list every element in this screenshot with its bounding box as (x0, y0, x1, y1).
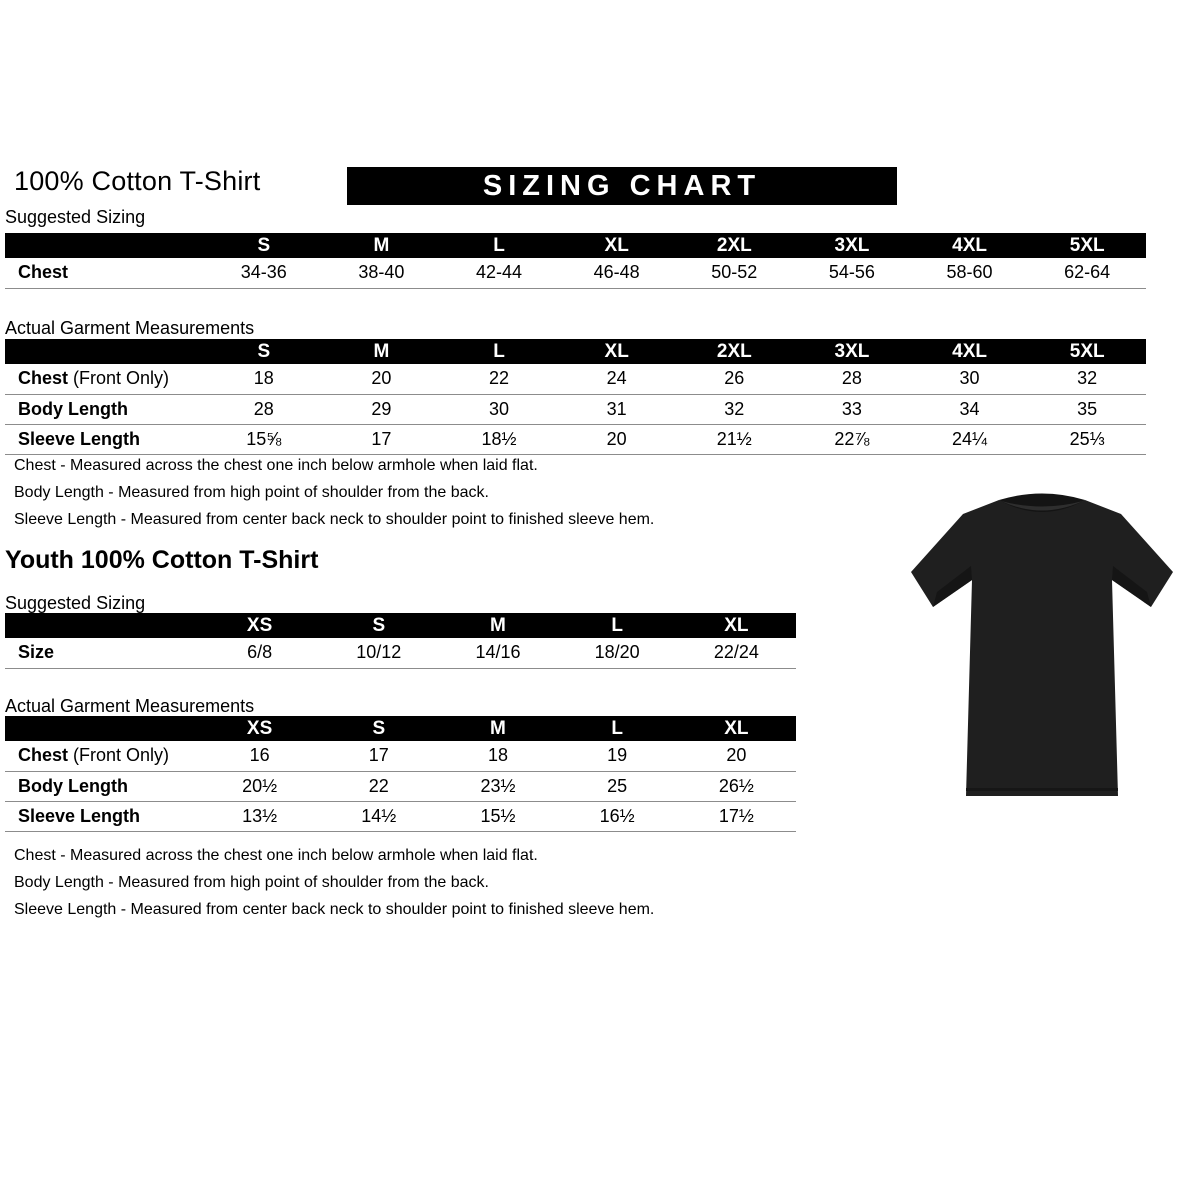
row-label (5, 741, 200, 771)
measurement-cell: 17½ (677, 801, 796, 831)
measurement-cell: 18/20 (558, 638, 677, 668)
size-column-header: S (319, 613, 438, 638)
row-label (5, 801, 200, 831)
table-corner-cell (5, 233, 205, 258)
note-body-length: Body Length - Measured from high point of shoulder from the back. (14, 484, 489, 501)
measurement-cell: 28 (205, 394, 323, 424)
size-column-header: XL (677, 716, 796, 741)
size-column-header: 3XL (793, 233, 911, 258)
size-column-header: XS (200, 613, 319, 638)
measurement-cell: 6/8 (200, 638, 319, 668)
measurement-cell: 42-44 (440, 258, 558, 288)
row-label (5, 638, 200, 668)
adult-measurement-notes (14, 452, 654, 533)
table-row (5, 741, 796, 771)
size-column-header: S (205, 339, 323, 364)
measurement-cell: 30 (440, 394, 558, 424)
measurement-cell: 24¼ (911, 424, 1029, 454)
measurement-cell: 22 (319, 771, 438, 801)
black-tshirt-image (893, 474, 1191, 819)
measurement-cell: 22⅞ (793, 424, 911, 454)
measurement-cell: 35 (1028, 394, 1146, 424)
table-corner-cell (5, 613, 200, 638)
size-column-header: L (440, 339, 558, 364)
measurement-cell: 19 (558, 741, 677, 771)
measurement-cell: 50-52 (676, 258, 794, 288)
measurement-cell: 30 (911, 364, 1029, 394)
measurement-cell: 32 (676, 394, 794, 424)
row-label-suffix: (Front Only) (68, 368, 170, 389)
adult-section-title: 100% Cotton T-Shirt (14, 166, 261, 196)
table-row (5, 258, 1146, 288)
adult-actual-heading: Actual Garment Measurements (5, 318, 255, 338)
measurement-cell: 31 (558, 394, 676, 424)
measurement-cell: 28 (793, 364, 911, 394)
row-label-text: Sleeve Length (18, 428, 141, 449)
table-row (5, 424, 1146, 454)
measurement-cell: 20 (558, 424, 676, 454)
size-column-header: S (319, 716, 438, 741)
measurement-cell: 10/12 (319, 638, 438, 668)
size-column-header: L (440, 233, 558, 258)
table-corner-cell (5, 716, 200, 741)
measurement-cell: 16 (200, 741, 319, 771)
measurement-cell: 15½ (438, 801, 557, 831)
measurement-cell: 34-36 (205, 258, 323, 288)
row-label-text: Chest (18, 745, 69, 766)
measurement-cell: 62-64 (1028, 258, 1146, 288)
measurement-cell: 20 (323, 364, 441, 394)
size-column-header: XL (558, 233, 676, 258)
size-column-header: 5XL (1028, 233, 1146, 258)
note-sleeve-length: Sleeve Length - Measured from center back neck to shoulder point to finished sleeve hem. (14, 901, 655, 918)
youth-section-title: Youth 100% Cotton T-Shirt (5, 546, 319, 574)
size-column-header: 4XL (911, 339, 1029, 364)
measurement-cell: 13½ (200, 801, 319, 831)
measurement-cell: 23½ (438, 771, 557, 801)
size-column-header: 5XL (1028, 339, 1146, 364)
measurement-cell: 22/24 (677, 638, 796, 668)
size-column-header: XS (200, 716, 319, 741)
measurement-cell: 26½ (677, 771, 796, 801)
size-column-header: 4XL (911, 233, 1029, 258)
measurement-cell: 18 (205, 364, 323, 394)
measurement-cell: 26 (676, 364, 794, 394)
row-label (5, 258, 205, 288)
row-label-text: Size (18, 642, 55, 663)
row-label (5, 394, 205, 424)
tshirt-body-shape (911, 500, 1173, 796)
youth-suggested-table (5, 613, 796, 669)
note-chest: Chest - Measured across the chest one inch below armhole when laid flat. (14, 457, 538, 474)
measurement-cell: 14/16 (438, 638, 557, 668)
size-column-header: L (558, 716, 677, 741)
measurement-cell: 32 (1028, 364, 1146, 394)
table-row (5, 638, 796, 668)
size-column-header: XL (558, 339, 676, 364)
row-label-text: Chest (18, 262, 69, 283)
table-row (5, 801, 796, 831)
measurement-cell: 58-60 (911, 258, 1029, 288)
measurement-cell: 24 (558, 364, 676, 394)
note-body-length: Body Length - Measured from high point of shoulder from the back. (14, 874, 489, 891)
adult-actual-table (5, 339, 1146, 455)
measurement-cell: 20 (677, 741, 796, 771)
table-header-row (5, 716, 796, 741)
row-label-text: Chest (18, 368, 69, 389)
size-column-header: L (558, 613, 677, 638)
sizing-chart-banner (347, 167, 897, 205)
table-header-row (5, 233, 1146, 258)
row-label (5, 364, 205, 394)
size-column-header: S (205, 233, 323, 258)
row-label-text: Sleeve Length (18, 805, 141, 826)
measurement-cell: 33 (793, 394, 911, 424)
size-column-header: M (438, 716, 557, 741)
table-row (5, 364, 1146, 394)
table-header-row (5, 339, 1146, 364)
sizing-chart-banner-label: SIZING CHART (482, 169, 762, 202)
measurement-cell: 16½ (558, 801, 677, 831)
adult-suggested-table (5, 233, 1146, 289)
size-column-header: M (323, 339, 441, 364)
size-column-header: 3XL (793, 339, 911, 364)
note-chest: Chest - Measured across the chest one inch below armhole when laid flat. (14, 847, 538, 864)
measurement-cell: 46-48 (558, 258, 676, 288)
row-label-text: Body Length (18, 775, 128, 796)
measurement-cell: 14½ (319, 801, 438, 831)
row-label (5, 771, 200, 801)
youth-suggested-heading: Suggested Sizing (5, 593, 146, 613)
size-column-header: M (438, 613, 557, 638)
size-column-header: XL (677, 613, 796, 638)
measurement-cell: 17 (319, 741, 438, 771)
table-row (5, 394, 1146, 424)
measurement-cell: 17 (323, 424, 441, 454)
table-row (5, 771, 796, 801)
youth-actual-table (5, 716, 796, 832)
youth-actual-heading: Actual Garment Measurements (5, 696, 255, 716)
measurement-cell: 25 (558, 771, 677, 801)
row-label-suffix: (Front Only) (68, 745, 170, 766)
measurement-cell: 25⅓ (1028, 424, 1146, 454)
youth-measurement-notes (14, 842, 654, 923)
size-column-header: 2XL (676, 339, 794, 364)
table-corner-cell (5, 339, 205, 364)
adult-suggested-heading: Suggested Sizing (5, 207, 146, 227)
measurement-cell: 18 (438, 741, 557, 771)
measurement-cell: 29 (323, 394, 441, 424)
row-label (5, 424, 205, 454)
measurement-cell: 15⅝ (205, 424, 323, 454)
note-sleeve-length: Sleeve Length - Measured from center back neck to shoulder point to finished sleeve hem. (14, 511, 655, 528)
size-column-header: M (323, 233, 441, 258)
size-column-header: 2XL (676, 233, 794, 258)
measurement-cell: 22 (440, 364, 558, 394)
measurement-cell: 21½ (676, 424, 794, 454)
measurement-cell: 54-56 (793, 258, 911, 288)
measurement-cell: 34 (911, 394, 1029, 424)
measurement-cell: 20½ (200, 771, 319, 801)
table-header-row (5, 613, 796, 638)
measurement-cell: 18½ (440, 424, 558, 454)
measurement-cell: 38-40 (323, 258, 441, 288)
row-label-text: Body Length (18, 398, 128, 419)
tshirt-hem (966, 788, 1118, 791)
